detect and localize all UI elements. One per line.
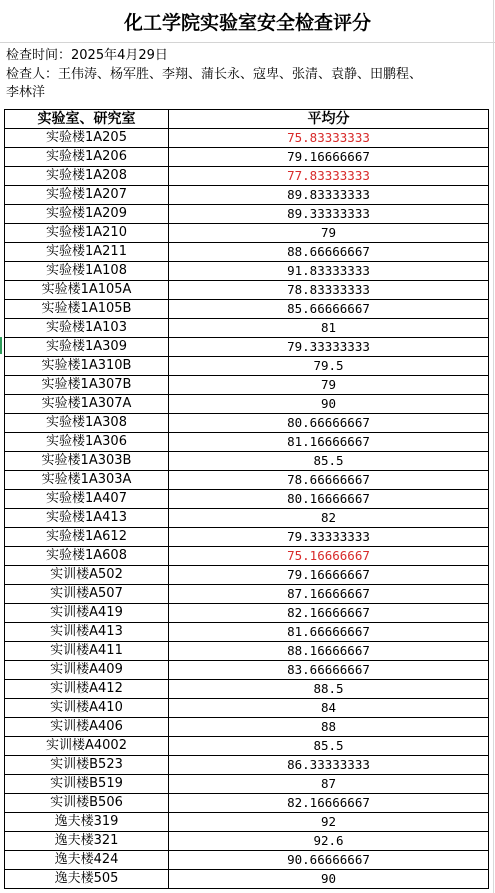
table-row [5,566,489,585]
room-cell[interactable]: 实训楼A412 [5,680,169,699]
table-row [5,870,489,889]
table-header-row [5,110,489,129]
room-cell[interactable]: 实验楼1A209 [5,205,169,224]
table-row [5,148,489,167]
table-body [5,129,489,889]
table-row [5,224,489,243]
sheet-title[interactable]: 化工学院实验室安全检查评分 [0,0,495,43]
room-cell[interactable]: 实验楼1A308 [5,414,169,433]
room-cell[interactable]: 逸夫楼321 [5,832,169,851]
room-cell[interactable]: 实验楼1A608 [5,547,169,566]
score-cell[interactable]: 75.16666667 [169,547,489,566]
room-cell[interactable]: 实训楼A411 [5,642,169,661]
room-cell[interactable]: 实验楼1A306 [5,433,169,452]
room-cell[interactable]: 实验楼1A303B [5,452,169,471]
score-table [4,109,489,889]
table-row [5,414,489,433]
table-row [5,642,489,661]
score-cell[interactable]: 90 [169,870,489,889]
table-row [5,832,489,851]
table-row [5,319,489,338]
table-row [5,604,489,623]
table-row [5,243,489,262]
table-row [5,737,489,756]
score-cell[interactable]: 79.33333333 [169,528,489,547]
score-cell[interactable]: 81.16666667 [169,433,489,452]
score-cell[interactable]: 75.83333333 [169,129,489,148]
score-cell[interactable]: 82.16666667 [169,604,489,623]
room-cell[interactable]: 实验楼1A407 [5,490,169,509]
room-cell[interactable]: 实验楼1A208 [5,167,169,186]
table-row [5,813,489,832]
score-cell[interactable]: 90 [169,395,489,414]
score-cell[interactable]: 85.66666667 [169,300,489,319]
score-cell[interactable]: 79 [169,376,489,395]
score-cell[interactable]: 86.33333333 [169,756,489,775]
room-cell[interactable]: 实训楼A406 [5,718,169,737]
room-cell[interactable]: 实验楼1A207 [5,186,169,205]
score-cell[interactable]: 88.66666667 [169,243,489,262]
room-cell[interactable]: 逸夫楼319 [5,813,169,832]
room-cell[interactable]: 实验楼1A210 [5,224,169,243]
table-row [5,851,489,870]
table-row [5,471,489,490]
score-cell[interactable]: 83.66666667 [169,661,489,680]
room-cell[interactable]: 实验楼1A206 [5,148,169,167]
room-cell[interactable]: 实训楼A4002 [5,737,169,756]
table-row [5,509,489,528]
table-row [5,300,489,319]
table-row [5,490,489,509]
room-cell[interactable]: 逸夫楼424 [5,851,169,870]
score-cell[interactable]: 92 [169,813,489,832]
score-cell[interactable]: 88.5 [169,680,489,699]
table-row [5,585,489,604]
table-row [5,623,489,642]
score-cell[interactable]: 91.83333333 [169,262,489,281]
room-cell[interactable]: 实训楼A502 [5,566,169,585]
score-cell[interactable]: 79.5 [169,357,489,376]
table-row [5,794,489,813]
table-row [5,699,489,718]
room-cell[interactable]: 实验楼1A105B [5,300,169,319]
score-cell[interactable]: 79 [169,224,489,243]
score-cell[interactable]: 78.83333333 [169,281,489,300]
room-cell[interactable]: 实验楼1A103 [5,319,169,338]
score-cell[interactable]: 77.83333333 [169,167,489,186]
room-cell[interactable]: 实验楼1A612 [5,528,169,547]
room-cell[interactable]: 实训楼B506 [5,794,169,813]
room-cell[interactable]: 实验楼1A108 [5,262,169,281]
score-cell[interactable]: 80.66666667 [169,414,489,433]
room-cell[interactable]: 实训楼A507 [5,585,169,604]
room-cell[interactable]: 实训楼B523 [5,756,169,775]
score-cell[interactable]: 79.16666667 [169,566,489,585]
room-cell[interactable]: 实验楼1A205 [5,129,169,148]
header-average-score[interactable]: 平均分 [169,110,489,129]
table-row [5,680,489,699]
table-row [5,129,489,148]
table-row [5,186,489,205]
score-cell[interactable]: 89.83333333 [169,186,489,205]
score-cell[interactable]: 80.16666667 [169,490,489,509]
score-cell[interactable]: 78.66666667 [169,471,489,490]
score-cell[interactable]: 81.66666667 [169,623,489,642]
score-cell[interactable]: 79.16666667 [169,148,489,167]
row-selection-marker [0,337,2,354]
room-cell[interactable]: 实验楼1A307A [5,395,169,414]
score-cell[interactable]: 81 [169,319,489,338]
score-cell[interactable]: 92.6 [169,832,489,851]
table-row [5,357,489,376]
table-row [5,262,489,281]
score-cell[interactable]: 89.33333333 [169,205,489,224]
inspectors-line-2[interactable]: 李林洋 [6,85,46,100]
table-row [5,433,489,452]
score-cell[interactable]: 79.33333333 [169,338,489,357]
table-row [5,452,489,471]
table-row [5,281,489,300]
table-row [5,775,489,794]
room-cell[interactable]: 实训楼A413 [5,623,169,642]
score-cell[interactable]: 87 [169,775,489,794]
room-cell[interactable]: 实验楼1A211 [5,243,169,262]
table-row [5,756,489,775]
room-cell[interactable]: 实训楼A410 [5,699,169,718]
inspectors-line-1[interactable]: 检查人：王伟涛、杨军胜、李翔、蒲长永、寇卑、张清、袁静、田鹏程、 [6,67,423,82]
room-cell[interactable]: 实训楼B519 [5,775,169,794]
table-row [5,395,489,414]
room-cell[interactable]: 实验楼1A310B [5,357,169,376]
score-cell[interactable]: 85.5 [169,737,489,756]
room-cell[interactable]: 实验楼1A413 [5,509,169,528]
room-cell[interactable]: 实训楼A419 [5,604,169,623]
room-cell[interactable]: 实训楼A409 [5,661,169,680]
score-cell[interactable]: 84 [169,699,489,718]
sheet-right-border [493,0,494,893]
room-cell[interactable]: 实验楼1A105A [5,281,169,300]
table-row [5,718,489,737]
table-row [5,376,489,395]
score-cell[interactable]: 88.16666667 [169,642,489,661]
table-row [5,338,489,357]
score-cell[interactable]: 87.16666667 [169,585,489,604]
score-cell[interactable]: 82 [169,509,489,528]
room-cell[interactable]: 逸夫楼505 [5,870,169,889]
score-cell[interactable]: 85.5 [169,452,489,471]
table-row [5,528,489,547]
table-row [5,547,489,566]
header-room[interactable]: 实验室、研究室 [5,110,169,129]
room-cell[interactable]: 实验楼1A303A [5,471,169,490]
room-cell[interactable]: 实验楼1A307B [5,376,169,395]
score-cell[interactable]: 82.16666667 [169,794,489,813]
check-time[interactable]: 检查时间：2025年4月29日 [6,48,168,63]
table-row [5,167,489,186]
score-cell[interactable]: 90.66666667 [169,851,489,870]
table-row [5,205,489,224]
room-cell[interactable]: 实验楼1A309 [5,338,169,357]
score-cell[interactable]: 88 [169,718,489,737]
table-row [5,661,489,680]
